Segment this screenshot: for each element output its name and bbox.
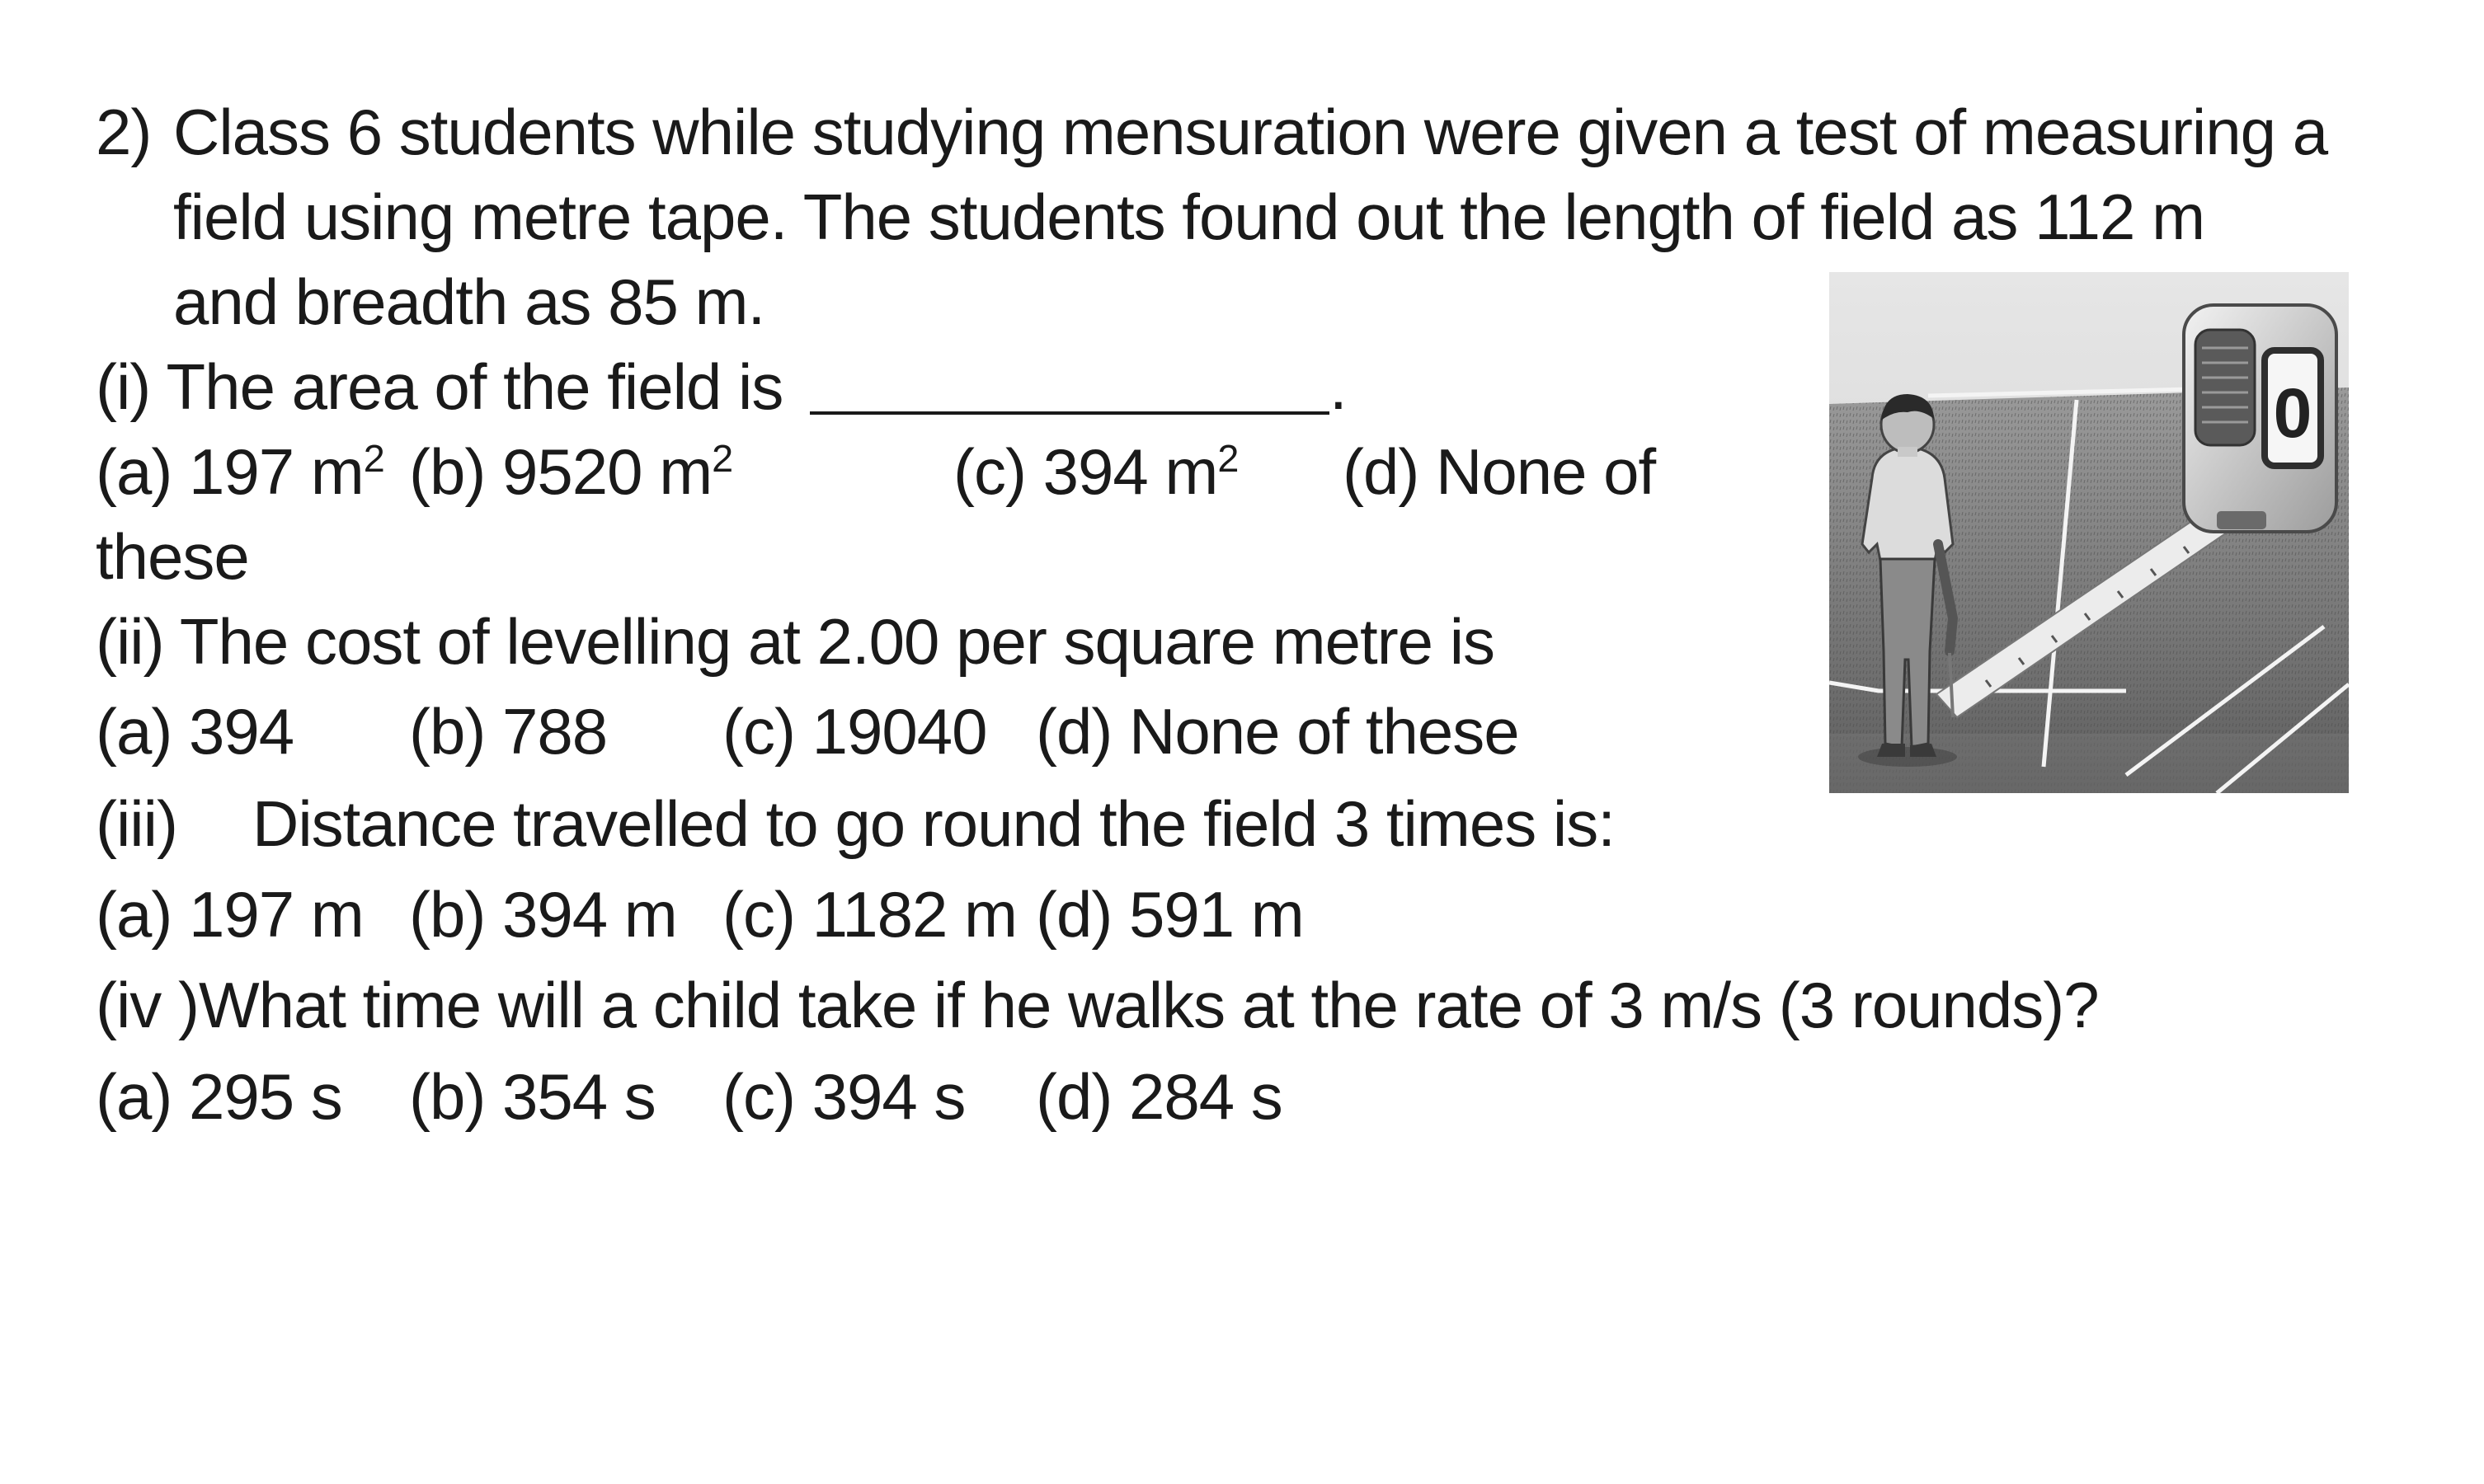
part-iii-prompt: Distance travelled to go round the field 3 times is: — [252, 787, 1615, 860]
part-iii-option-b: (b) 394 m — [409, 878, 677, 951]
question-stem-line-3: and breadth as 85 m. — [173, 265, 765, 338]
part-i-prompt: (i) The area of the field is — [96, 350, 783, 423]
answer-blank — [810, 411, 1329, 415]
part-i-period: . — [1329, 350, 1347, 423]
part-i-option-a: (a) 197 $m^2$ — [96, 435, 384, 508]
part-i-option-c: (c) 394 $m^2$ — [953, 435, 1239, 508]
tape-measure-case — [2184, 305, 2336, 532]
question-number: 2) — [96, 96, 152, 168]
part-iii-option-c: (c) 1182 m — [722, 878, 1017, 951]
part-iv-option-d: (d) 284 s — [1036, 1060, 1282, 1133]
part-i-option-d-wrap: these — [96, 520, 249, 593]
part-iii-label: (iii) — [96, 787, 177, 860]
part-iii-option-d: (d) 591 m — [1036, 878, 1304, 951]
part-ii-prompt: (ii) The cost of levelling at 2.00 per square metre is — [96, 605, 1495, 678]
part-iv-prompt: (iv )What time will a child take if he walks at the rate of 3 m/s (3 rounds)? — [96, 969, 2099, 1041]
part-iii-option-a: (a) 197 m — [96, 878, 364, 951]
part-i-option-d: (d) None of — [1343, 435, 1656, 508]
part-iv-option-c: (c) 394 s — [722, 1060, 966, 1133]
question-stem-line-1: Class 6 students while studying mensuration were given a test of measuring a — [173, 96, 2328, 168]
tape-zero-label: 0 — [2273, 374, 2312, 452]
part-iv-option-b: (b) 354 s — [409, 1060, 656, 1133]
part-ii-option-a: (a) 394 — [96, 695, 294, 768]
part-ii-option-c: (c) 19040 — [722, 695, 987, 768]
question-stem-line-2: field using metre tape. The students found out the length of field as 112 m — [173, 181, 2205, 253]
field-measuring-illustration-icon — [1829, 272, 2349, 793]
part-ii-option-d: (d) None of these — [1036, 695, 1519, 768]
part-i-option-b: (b) 9520 $m^2$ — [409, 435, 733, 508]
part-iv-option-a: (a) 295 s — [96, 1060, 342, 1133]
part-ii-option-b: (b) 788 — [409, 695, 608, 768]
